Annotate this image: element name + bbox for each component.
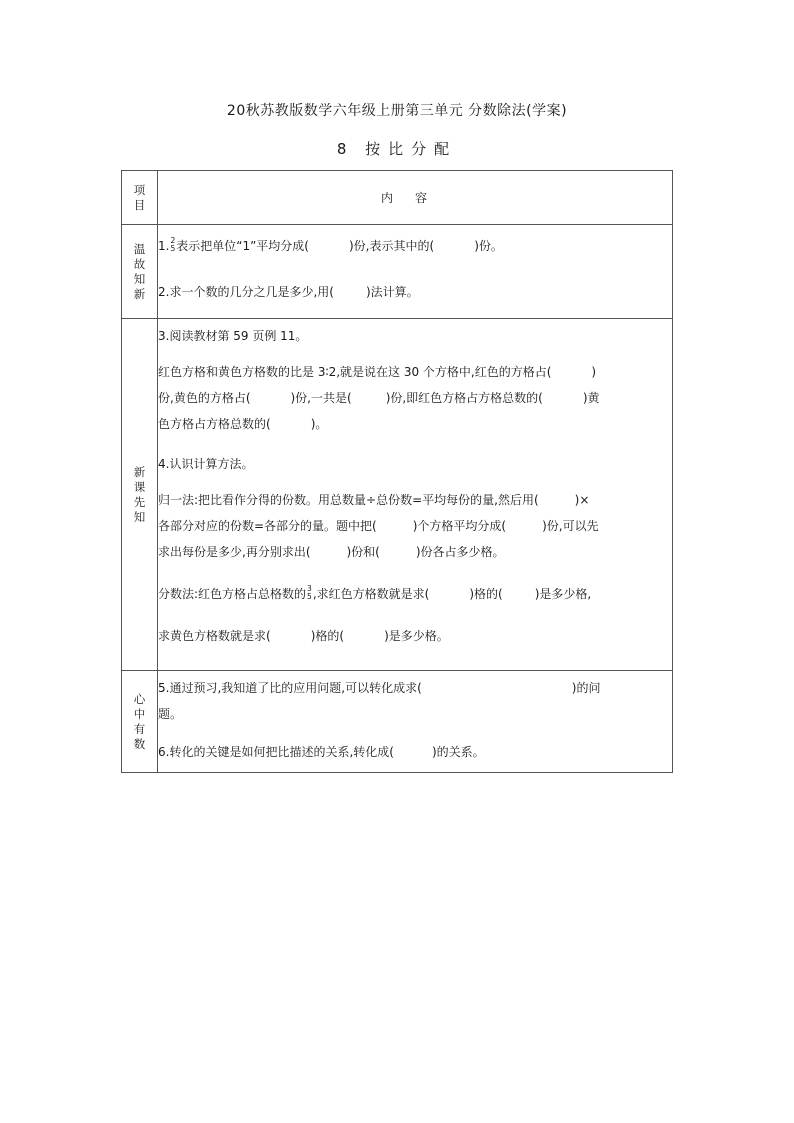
text: )	[591, 365, 597, 379]
fraction-denominator: 5	[307, 591, 312, 601]
text: )个方格平均分成(	[412, 519, 507, 533]
q1-text-c: )份。	[474, 239, 503, 253]
q2-text-b: )法计算。	[365, 285, 419, 299]
question-4-body	[158, 487, 672, 649]
lesson-subtitle	[0, 138, 794, 159]
text: 各部分对应的份数=各部分的量。题中把(	[158, 519, 377, 533]
question-6	[158, 739, 672, 765]
header-label-cell	[122, 171, 158, 225]
q3-line-3	[158, 411, 672, 437]
section-review	[122, 225, 673, 319]
label-char: 知	[133, 271, 146, 286]
text: )是多少格。	[384, 629, 449, 643]
label-char: 新	[133, 464, 146, 479]
text: 色方格占方格总数的(	[158, 417, 271, 431]
text: )黄	[582, 391, 600, 405]
q4-line-1	[158, 487, 672, 513]
label-char: 新	[133, 286, 146, 301]
text: )的关系。	[431, 745, 485, 759]
q5-line-1	[158, 675, 672, 701]
text: ,求红色方格数就是求(	[312, 587, 430, 601]
label-char: 故	[133, 256, 146, 271]
fraction-two-fifths	[170, 237, 175, 253]
q1-text-a: 表示把单位“1”平均分成(	[176, 239, 309, 253]
text: 红色方格和黄色方格数的比是 3∶2,就是说在这 30 个方格中,红色的方格占(	[158, 365, 552, 379]
lesson-name: 按比分配	[365, 140, 458, 158]
text: 归一法:把比看作分得的份数。用总数量÷总份数=平均每份的量,然后用(	[158, 493, 539, 507]
label-char: 先	[133, 494, 146, 509]
worksheet-table	[121, 170, 673, 773]
section-new-lesson	[122, 319, 673, 671]
label-char: 中	[133, 706, 146, 721]
text: 求黄色方格数就是求(	[158, 629, 271, 643]
question-2	[158, 279, 672, 305]
section-content-review	[158, 225, 673, 319]
text: )×	[574, 493, 590, 507]
page-title: 20秋苏教版数学六年级上册第三单元 分数除法(学案)	[226, 103, 568, 119]
header-label-char: 目	[133, 197, 146, 212]
fraction-numerator: 2	[170, 235, 176, 245]
q4-line-2	[158, 513, 672, 539]
text: 分数法:红色方格占总格数的	[158, 587, 307, 601]
q1-text-b: )份,表示其中的(	[349, 239, 435, 253]
text: )是多少格,	[534, 587, 592, 601]
section-label-review	[122, 225, 158, 319]
text: 求出每份是多少,再分别求出(	[158, 545, 311, 559]
q2-text-a: 2.求一个数的几分之几是多少,用(	[158, 285, 334, 299]
text: )份各占多少格。	[415, 545, 505, 559]
text: 份,黄色的方格占(	[158, 391, 251, 405]
question-1	[158, 233, 672, 259]
q4-line-3	[158, 539, 672, 565]
question-3-title: 3.阅读教材第 59 页例 11。	[158, 329, 308, 343]
label-char: 温	[133, 241, 146, 256]
label-char: 数	[133, 736, 146, 751]
lesson-number: 8	[336, 140, 347, 158]
fraction-three-fifths	[307, 585, 312, 601]
text: )份,一共是(	[290, 391, 352, 405]
q4-line-4	[158, 581, 672, 607]
text: )格的(	[469, 587, 503, 601]
q4-line-5	[158, 623, 672, 649]
q1-prefix: 1.	[158, 239, 170, 253]
header-row	[122, 171, 673, 225]
question-3-body	[158, 359, 672, 437]
fraction-numerator: 3	[307, 583, 312, 593]
text: )份和(	[346, 545, 380, 559]
text: )。	[310, 417, 328, 431]
q3-line-2	[158, 385, 672, 411]
question-5	[158, 675, 672, 727]
label-char: 课	[133, 479, 146, 494]
q3-line-1	[158, 359, 672, 385]
text: )份,即红色方格占方格总数的(	[385, 391, 543, 405]
section-content-summary	[158, 671, 673, 773]
label-char: 有	[133, 721, 146, 736]
text: )的问	[571, 681, 601, 695]
text: 6.转化的关键是如何把比描述的关系,转化成(	[158, 745, 394, 759]
header-label-char: 项	[133, 182, 146, 197]
label-char: 心	[133, 691, 146, 706]
label-char: 知	[133, 509, 146, 524]
text: 5.通过预习,我知道了比的应用问题,可以转化成求(	[158, 681, 422, 695]
section-summary	[122, 671, 673, 773]
question-4-title: 4.认识计算方法。	[158, 457, 254, 471]
header-content-cell: 内容	[158, 171, 673, 225]
section-content-new-lesson	[158, 319, 673, 671]
fraction-denominator: 5	[170, 243, 176, 253]
section-label-summary	[122, 671, 158, 773]
text: )格的(	[310, 629, 345, 643]
text: )份,可以先	[542, 519, 599, 533]
q5-line-2: 题。	[158, 707, 183, 721]
section-label-new-lesson	[122, 319, 158, 671]
